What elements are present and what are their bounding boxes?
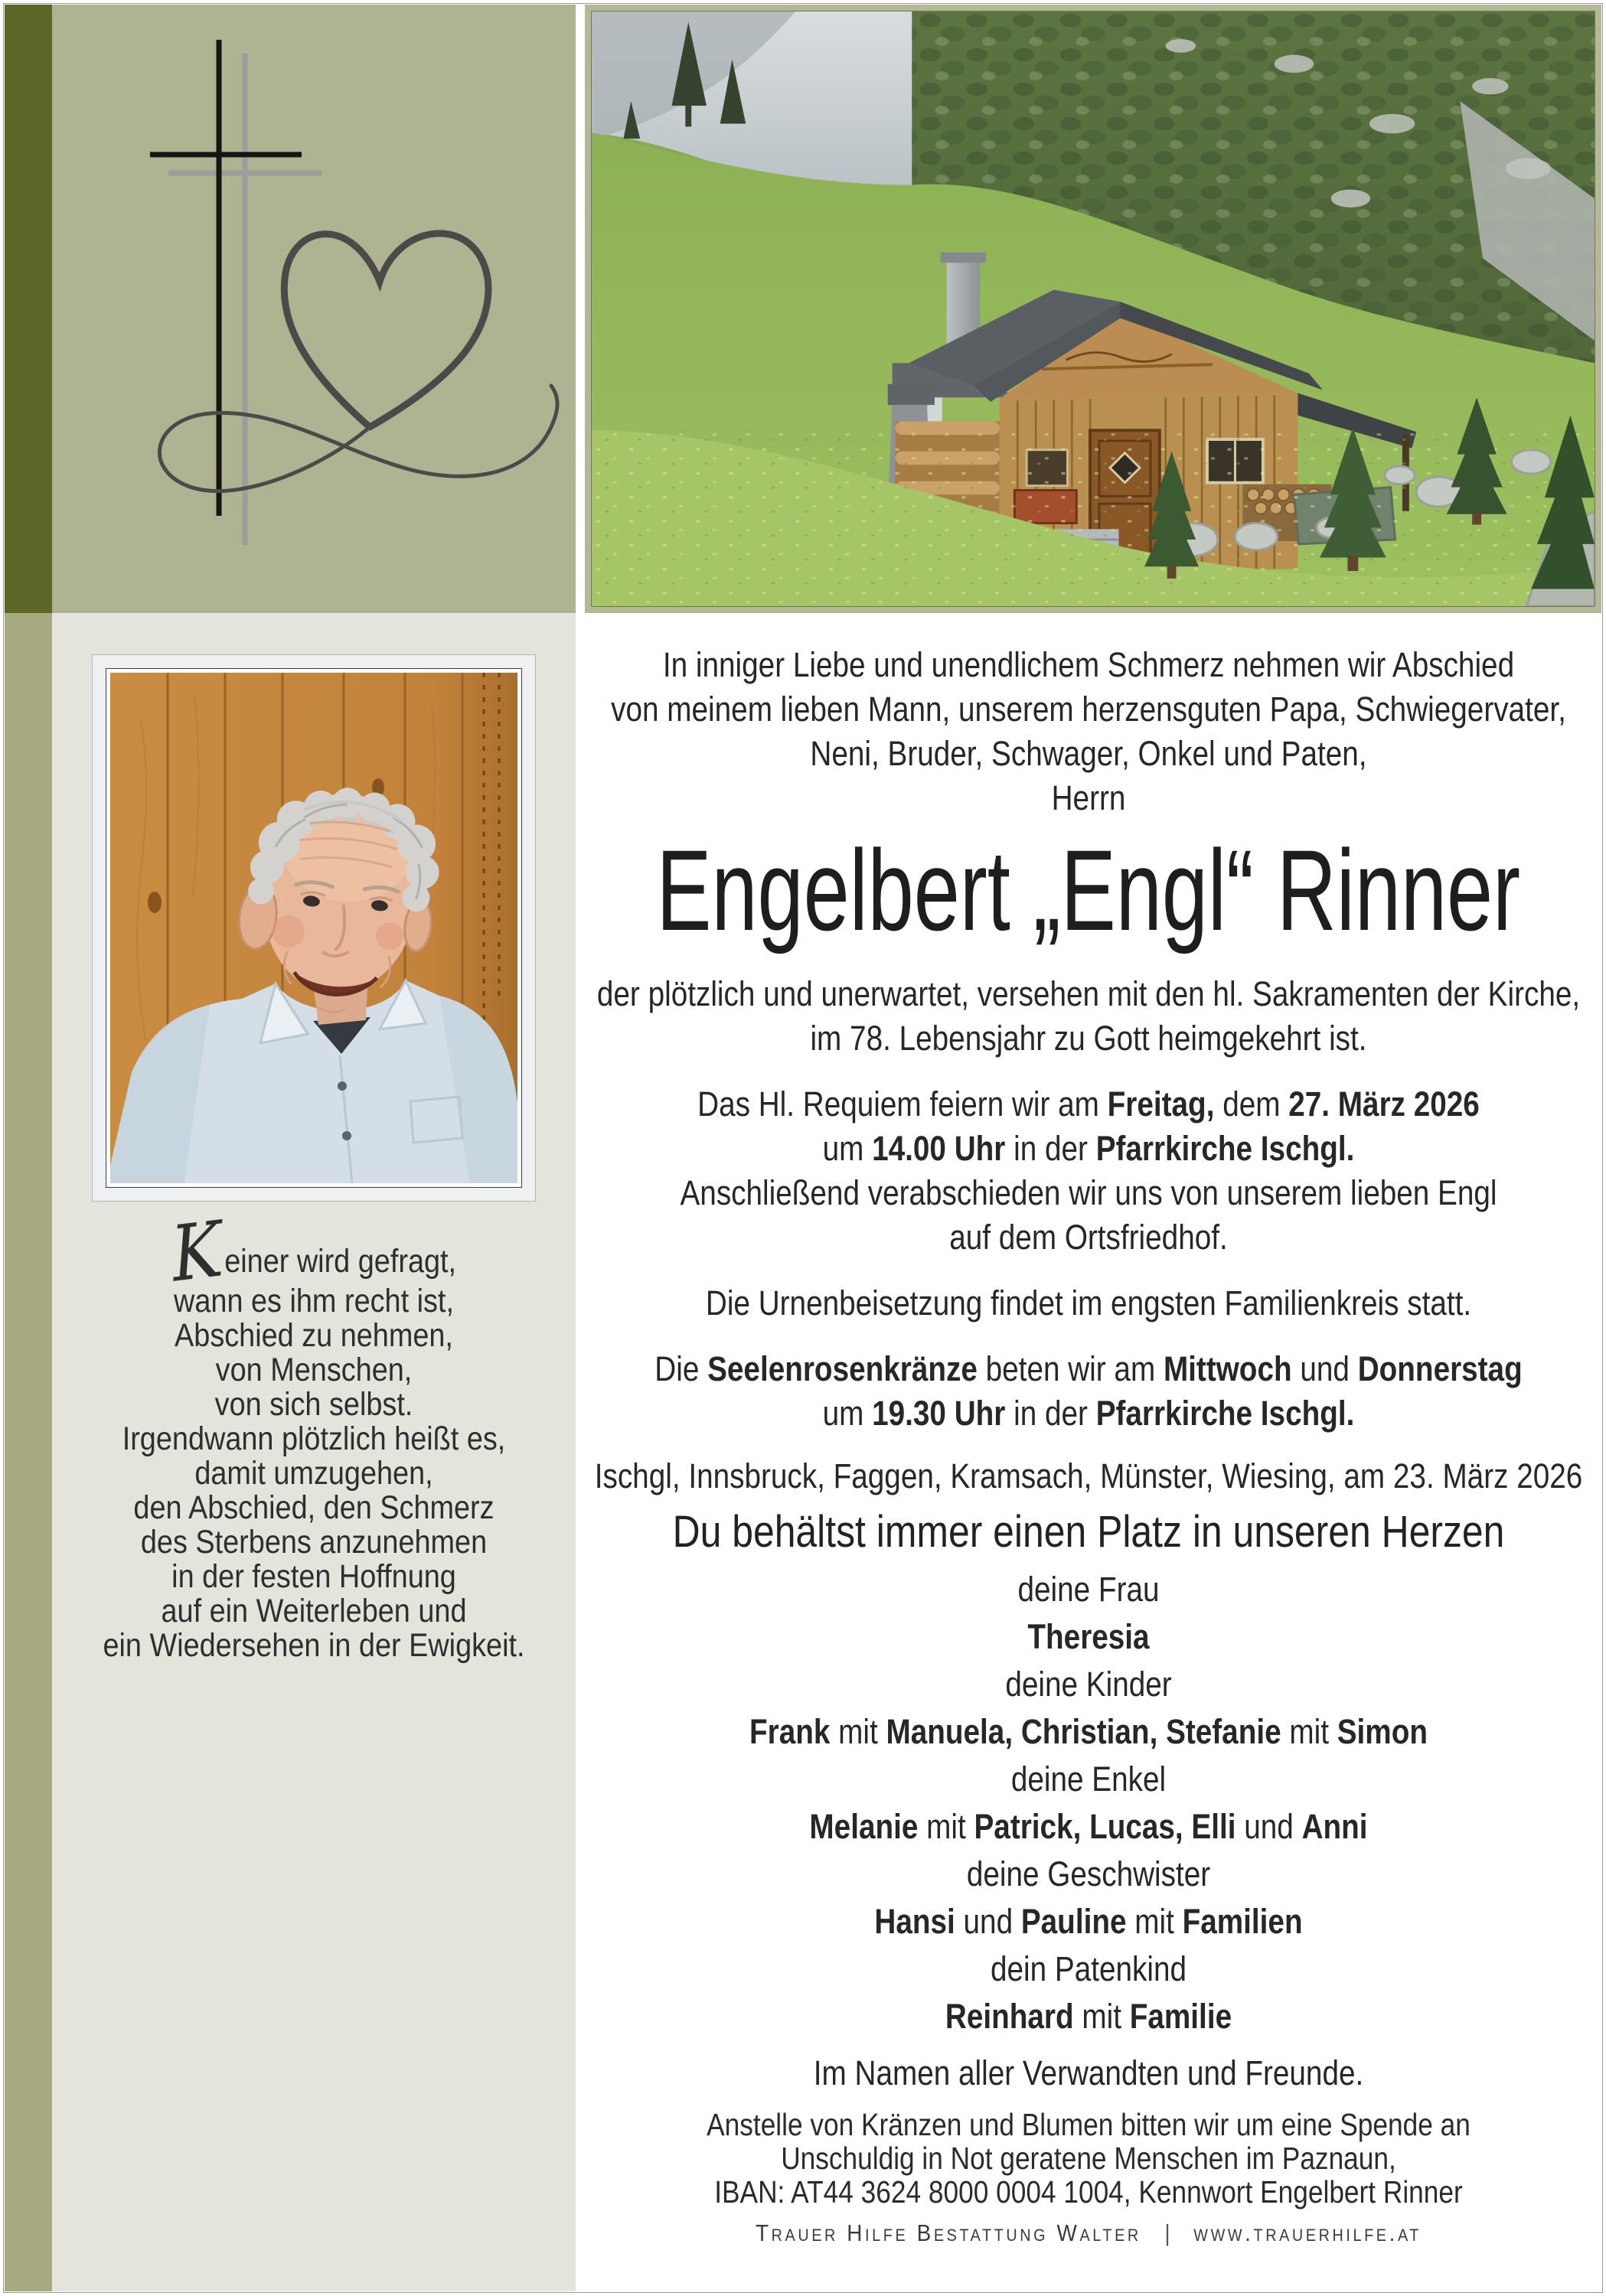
footer-company: Trauer Hilfe Bestattung Walter bbox=[755, 2219, 1141, 2246]
portrait-frame bbox=[106, 668, 522, 1188]
rosary-block bbox=[576, 1347, 1601, 1436]
poem-line: Irgendwann plötzlich heißt es, bbox=[122, 1420, 506, 1457]
poem-line: wann es ihm recht ist, bbox=[174, 1283, 454, 1319]
poem-line: auf ein Weiterleben und bbox=[161, 1593, 467, 1629]
family-line: deine Geschwister bbox=[966, 1854, 1211, 1893]
family-block bbox=[576, 1566, 1601, 2040]
funeral-home-footer bbox=[627, 2219, 1550, 2247]
family-line: deine Frau bbox=[1017, 1570, 1160, 1609]
portrait-card bbox=[92, 654, 536, 1202]
poem-drop-cap: K bbox=[167, 1204, 226, 1300]
intro-block bbox=[576, 643, 1601, 776]
requiem-line: Anschließend verabschieden wir uns von unserem lieben Engl bbox=[680, 1173, 1497, 1212]
poem-line: ein Wiedersehen in der Ewigkeit. bbox=[103, 1627, 525, 1664]
intro-line: Neni, Bruder, Schwager, Onkel und Paten, bbox=[810, 734, 1367, 773]
emblem-panel bbox=[52, 5, 576, 613]
deceased-name: Engelbert „Engl“ Rinner bbox=[656, 825, 1521, 954]
footer-separator: | bbox=[1164, 2219, 1170, 2246]
poem-line: in der festen Hoffnung bbox=[171, 1558, 456, 1595]
poem-line: den Abschied, den Schmerz bbox=[133, 1489, 495, 1526]
donation-line: IBAN: AT44 3624 8000 0004 1004, Kennwort Engelbert Rinner bbox=[714, 2174, 1463, 2210]
urn-line: Die Urnenbeisetzung findet im engsten Familienkreis statt. bbox=[705, 1283, 1472, 1322]
requiem-line: auf dem Ortsfriedhof. bbox=[949, 1218, 1228, 1257]
poem-line: des Sterbens anzunehmen bbox=[140, 1524, 488, 1561]
cross-and-heart-icon bbox=[52, 5, 576, 613]
family-line: Hansi und Pauline mit Familien bbox=[874, 1902, 1303, 1941]
salutation: Herrn bbox=[1051, 778, 1126, 817]
death-line: der plötzlich und unerwartet, versehen mit den hl. Sakramenten der Kirche, bbox=[596, 974, 1581, 1013]
footer-website: www.trauerhilfe.at bbox=[1193, 2219, 1422, 2246]
family-line: Theresia bbox=[1027, 1617, 1150, 1656]
poem-block bbox=[52, 1204, 576, 1664]
rosary-line: Die Seelenrosenkränze beten wir am Mittwoch und Donnerstag bbox=[654, 1349, 1523, 1388]
deceased-portrait-photo bbox=[110, 673, 517, 1183]
family-line: Melanie mit Patrick, Lucas, Elli und Anni bbox=[809, 1807, 1368, 1846]
alpine-log-cabin-photo bbox=[592, 11, 1595, 606]
intro-line: In inniger Liebe und unendlichem Schmerz nehmen wir Abschied bbox=[662, 645, 1515, 684]
landscape-photo-frame bbox=[585, 5, 1601, 613]
poem-line: von Menschen, bbox=[215, 1352, 413, 1388]
family-line: dein Patenkind bbox=[990, 1949, 1187, 1988]
death-line: im 78. Lebensjahr zu Gott heimgekehrt ist. bbox=[810, 1019, 1367, 1058]
poem-line: von sich selbst. bbox=[214, 1386, 413, 1423]
donation-block bbox=[576, 2108, 1601, 2209]
requiem-line: Das Hl. Requiem feiern wir am Freitag, dem 27. März 2026 bbox=[697, 1084, 1480, 1124]
family-line: deine Enkel bbox=[1010, 1760, 1167, 1799]
requiem-block bbox=[576, 1082, 1601, 1260]
poem-line-text: einer wird gefragt, bbox=[224, 1243, 457, 1280]
places-date-line: Ischgl, Innsbruck, Faggen, Kramsach, Münster, Wiesing, am 23. März 2026 bbox=[594, 1456, 1583, 1495]
left-accent-strip-bottom bbox=[5, 613, 52, 2291]
remembrance-line: Du behältst immer einen Platz in unseren Herzen bbox=[672, 1507, 1505, 1557]
donation-line: Anstelle von Kränzen und Blumen bitten wir um eine Spende an bbox=[707, 2107, 1471, 2142]
donation-line: Unschuldig in Not geratene Menschen im Paznaun, bbox=[781, 2141, 1396, 2176]
announcement-column bbox=[576, 643, 1601, 2209]
requiem-line: um 14.00 Uhr in der Pfarrkirche Ischgl. bbox=[822, 1129, 1355, 1168]
death-block bbox=[576, 972, 1601, 1061]
intro-line: von meinem lieben Mann, unserem herzensguten Papa, Schwiegervater, bbox=[611, 690, 1566, 729]
rosary-line: um 19.30 Uhr in der Pfarrkirche Ischgl. bbox=[822, 1394, 1355, 1433]
poem-line bbox=[83, 1204, 544, 1300]
family-line: deine Kinder bbox=[1005, 1665, 1172, 1704]
closing-line: Im Namen aller Verwandten und Freunde. bbox=[813, 2053, 1364, 2092]
family-line: Frank mit Manuela, Christian, Stefanie mit Simon bbox=[749, 1712, 1428, 1751]
poem-line: damit umzugehen, bbox=[194, 1455, 433, 1492]
poem-line: Abschied zu nehmen, bbox=[175, 1317, 453, 1354]
left-accent-strip-top bbox=[5, 5, 52, 613]
family-line: Reinhard mit Familie bbox=[945, 1997, 1232, 2036]
